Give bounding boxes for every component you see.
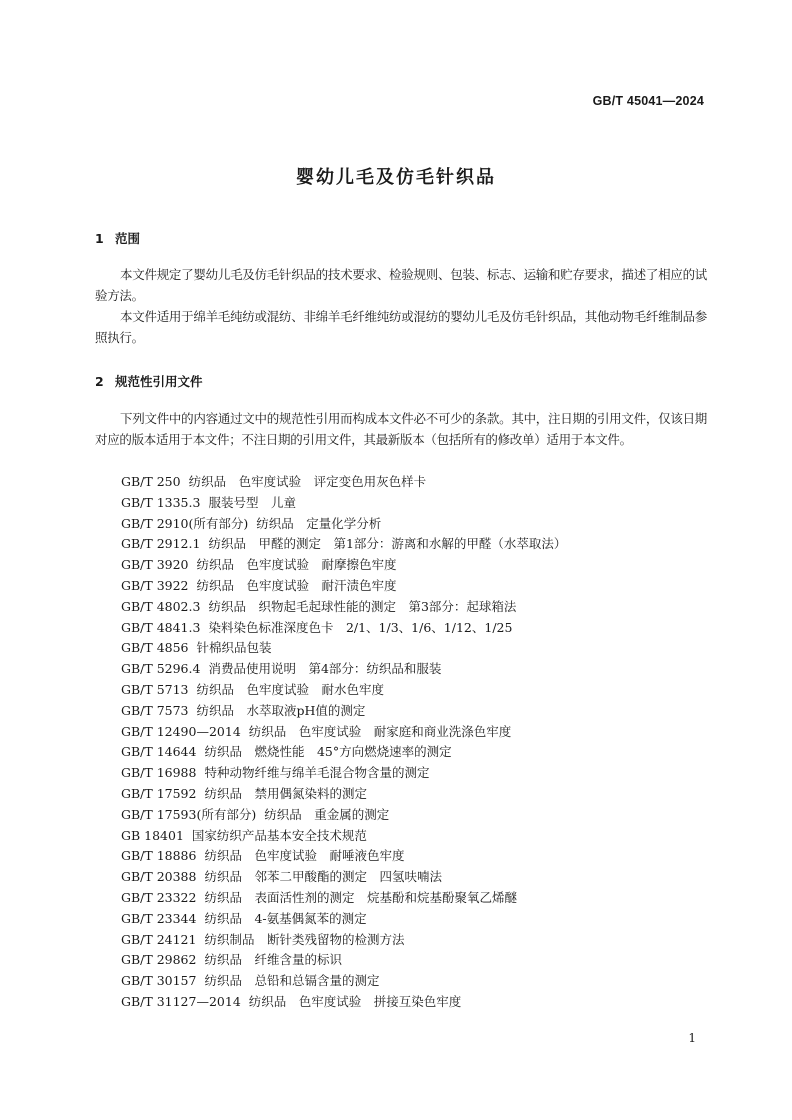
reference-title: 服装号型 儿童 — [208, 494, 296, 510]
reference-code: GB/T 17593(所有部分) — [121, 806, 257, 822]
reference-title: 纺织品 甲醛的测定 第1部分：游离和水解的甲醛（水萃取法） — [208, 536, 567, 552]
reference-code: GB/T 16988 — [121, 765, 197, 781]
reference-code: GB/T 2910(所有部分) — [121, 515, 249, 531]
reference-title: 纺织品 色牢度试验 耐唾液色牢度 — [204, 848, 405, 864]
reference-code: GB 18401 — [121, 827, 184, 843]
standard-number: GB/T 45041—2024 — [592, 94, 704, 108]
document-title: 婴幼儿毛及仿毛针织品 — [296, 167, 496, 188]
reference-title: 纺织制品 断针类残留物的检测方法 — [204, 931, 405, 947]
reference-item — [121, 472, 566, 493]
section-1-number: 1 — [95, 231, 104, 246]
reference-item — [121, 846, 566, 867]
reference-code: GB/T 3922 — [121, 577, 189, 593]
reference-item — [121, 534, 566, 555]
reference-code: GB/T 23322 — [121, 889, 197, 905]
section-1-paragraph-2: 本文件适用于绵羊毛纯纺或混纺、非绵羊毛纤维纯纺或混纺的婴幼儿毛及仿毛针织品，其他动物毛纤维制品参照执行。 — [95, 309, 707, 345]
reference-code: GB/T 5713 — [121, 681, 189, 697]
reference-title: 纺织品 表面活性剂的测定 烷基酚和烷基酚聚氧乙烯醚 — [204, 889, 517, 905]
reference-code: GB/T 31127—2014 — [121, 993, 241, 1009]
reference-item — [121, 784, 566, 805]
reference-code: GB/T 2912.1 — [121, 536, 201, 552]
reference-code: GB/T 14644 — [121, 744, 197, 760]
section-1-title: 范围 — [115, 231, 141, 246]
reference-title: 纺织品 燃烧性能 45°方向燃烧速率的测定 — [204, 744, 452, 760]
reference-code: GB/T 1335.3 — [121, 494, 201, 510]
section-2-title: 规范性引用文件 — [115, 374, 203, 389]
reference-title: 纺织品 邻苯二甲酸酯的测定 四氢呋喃法 — [204, 869, 442, 885]
reference-title: 消费品使用说明 第4部分：纺织品和服装 — [208, 661, 442, 677]
reference-item — [121, 909, 566, 930]
reference-title: 针棉织品包装 — [196, 640, 272, 656]
reference-title: 纺织品 色牢度试验 耐汗渍色牢度 — [196, 577, 397, 593]
reference-item — [121, 867, 566, 888]
reference-code: GB/T 4802.3 — [121, 598, 201, 614]
reference-title: 纺织品 重金属的测定 — [264, 806, 390, 822]
reference-title: 国家纺织产品基本安全技术规范 — [191, 827, 367, 843]
reference-code: GB/T 5296.4 — [121, 661, 201, 677]
reference-item — [121, 805, 566, 826]
reference-code: GB/T 20388 — [121, 869, 197, 885]
reference-code: GB/T 4841.3 — [121, 619, 201, 635]
reference-title: 纺织品 水萃取液pH值的测定 — [196, 702, 366, 718]
reference-title: 纺织品 色牢度试验 耐家庭和商业洗涤色牢度 — [248, 723, 512, 739]
reference-title: 纺织品 4-氨基偶氮苯的测定 — [204, 910, 367, 926]
reference-code: GB/T 250 — [121, 474, 181, 489]
reference-code: GB/T 3920 — [121, 557, 189, 573]
reference-item — [121, 742, 566, 763]
reference-code: GB/T 12490—2014 — [121, 723, 241, 739]
reference-title: 纺织品 织物起毛起球性能的测定 第3部分：起球箱法 — [208, 598, 517, 614]
reference-item — [121, 493, 566, 514]
reference-code: GB/T 24121 — [121, 931, 197, 947]
reference-title: 特种动物纤维与绵羊毛混合物含量的测定 — [204, 765, 430, 781]
reference-code: GB/T 29862 — [121, 952, 197, 968]
page-number: 1 — [688, 1031, 696, 1045]
reference-title: 纺织品 色牢度试验 耐水色牢度 — [196, 681, 385, 697]
reference-title: 纺织品 色牢度试验 耐摩擦色牢度 — [196, 557, 397, 573]
reference-title: 染料染色标准深度色卡 2/1、1/3、1/6、1/12、1/25 — [208, 619, 513, 635]
reference-code: GB/T 7573 — [121, 702, 189, 718]
reference-title: 纺织品 总铅和总镉含量的测定 — [204, 973, 380, 989]
section-2-intro: 下列文件中的内容通过文中的规范性引用而构成本文件必不可少的条款。其中，注日期的引用文件，仅该日期对应的版本适用于本文件；不注日期的引用文件，其最新版本（包括所有的修改单）适用于本文件。 — [95, 411, 707, 447]
reference-title: 纺织品 定量化学分析 — [256, 515, 382, 531]
reference-code: GB/T 4856 — [121, 640, 189, 656]
reference-list — [121, 472, 566, 1013]
reference-item — [121, 826, 566, 847]
section-1-heading — [95, 229, 140, 247]
reference-item — [121, 888, 566, 909]
reference-title: 纺织品 纤维含量的标识 — [204, 952, 342, 968]
reference-title: 纺织品 禁用偶氮染料的测定 — [204, 785, 367, 801]
section-1-paragraph-1: 本文件规定了婴幼儿毛及仿毛针织品的技术要求、检验规则、包装、标志、运输和贮存要求，描述了相应的试验方法。 — [95, 267, 707, 303]
reference-item — [121, 638, 566, 659]
reference-item — [121, 597, 566, 618]
reference-code: GB/T 17592 — [121, 785, 197, 801]
reference-item — [121, 514, 566, 535]
reference-item — [121, 701, 566, 722]
section-2-heading — [95, 372, 203, 390]
reference-item — [121, 555, 566, 576]
reference-item — [121, 722, 566, 743]
reference-code: GB/T 30157 — [121, 973, 197, 989]
section-2-number: 2 — [95, 374, 104, 389]
reference-item — [121, 659, 566, 680]
reference-code: GB/T 18886 — [121, 848, 197, 864]
reference-item — [121, 950, 566, 971]
reference-item — [121, 971, 566, 992]
reference-item — [121, 618, 566, 639]
reference-item — [121, 680, 566, 701]
reference-item — [121, 763, 566, 784]
reference-item — [121, 930, 566, 951]
reference-title: 纺织品 色牢度试验 评定变色用灰色样卡 — [188, 474, 427, 489]
reference-item — [121, 992, 566, 1013]
reference-item — [121, 576, 566, 597]
reference-title: 纺织品 色牢度试验 拼接互染色牢度 — [248, 993, 462, 1009]
reference-code: GB/T 23344 — [121, 910, 197, 926]
